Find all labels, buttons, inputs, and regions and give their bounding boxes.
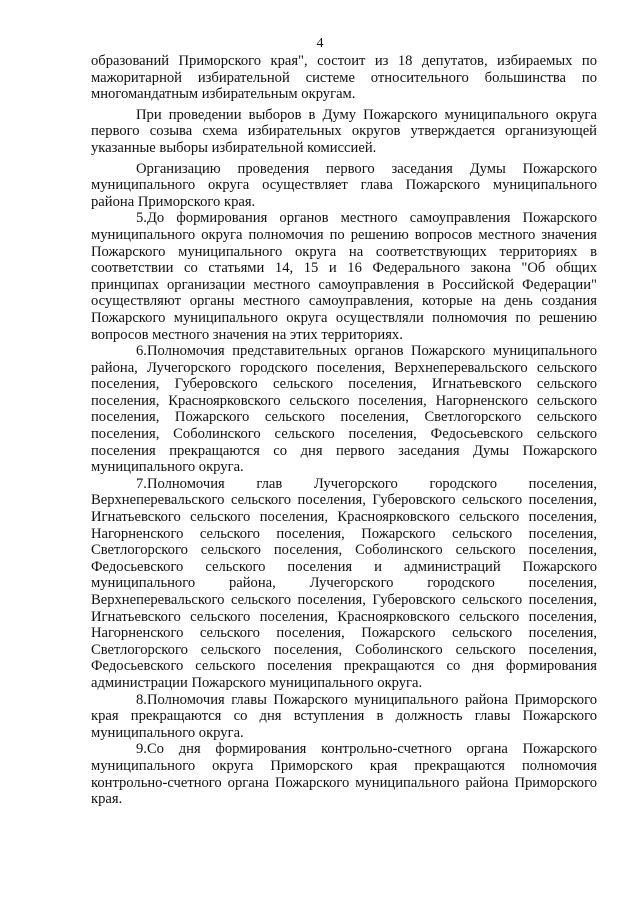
paragraph-item-7: 7.Полномочия глав Лучегорского городского поселения, Верхнеперевальского сельского поселения, Губеровского сельского поселения, Игнатьевского сельского поселения, Красноярковского сельского поселения, Нагорненского сельского поселения, Пожарского сельского поселения, Светлогорского сельского поселения, Соболинского сельского поселения, Федосьевского сельского поселения и администраций Пожарского муниципального района, Лучегорского городского поселения, Верхнеперевальского сельского поселения, Губеровского сельского поселения, Игнатьевского сельского поселения, Красноярковского сельского поселения, Нагорненского сельского поселения, Пожарского сельского поселения, Светлогорского сельского поселения, Соболинского сельского поселения, Федосьевского сельского поселения прекращаются со дня формирования администрации Пожарского муниципального округа. (91, 475, 597, 691)
paragraph-first-session: Организацию проведения первого заседания Думы Пожарского муниципального округа осуществляет глава Пожарского муниципального района Приморского края. (91, 160, 597, 210)
page-number: 4 (316, 36, 324, 51)
paragraph-electoral-districts: При проведении выборов в Думу Пожарского муниципального округа первого созыва схема избирательных округов утверждается организующей указанные выборы избирательной комиссией. (91, 106, 597, 156)
document-body (91, 53, 597, 808)
paragraph-item-6: 6.Полномочия представительных органов Пожарского муниципального района, Лучегорского городского поселения, Верхнеперевальского сельского поселения, Губеровского сельского поселения, Игнатьевского сельского поселения, Красноярковского сельского поселения, Нагорненского сельского поселения, Пожарского сельского поселения, Светлогорского сельского поселения, Соболинского сельского поселения, Федосьевского сельского поселения прекращаются со дня первого заседания Думы Пожарского муниципального округа. (91, 343, 597, 476)
paragraph-item-9: 9.Со дня формирования контрольно-счетного органа Пожарского муниципального округа Приморского края прекращаются полномочия контрольно-счетного органа Пожарского муниципального района Приморского края. (91, 741, 597, 808)
paragraph-continuation: образований Приморского края", состоит из 18 депутатов, избираемых по мажоритарной избирательной системе относительного большинства по многомандатным избирательным округам. (91, 53, 597, 103)
paragraph-item-8: 8.Полномочия главы Пожарского муниципального района Приморского края прекращаются со дня вступления в должность главы Пожарского муниципального округа. (91, 691, 597, 741)
paragraph-item-5: 5.До формирования органов местного самоуправления Пожарского муниципального округа полномочия по решению вопросов местного значения Пожарского муниципального округа на соответствующих территориях в соответствии со статьями 14, 15 и 16 Федерального закона "Об общих принципах организации местного самоуправления в Российской Федерации" осуществляют органы местного самоуправления, которые на день создания Пожарского муниципального округа осуществляли полномочия по решению вопросов местного значения на этих территориях. (91, 210, 597, 343)
